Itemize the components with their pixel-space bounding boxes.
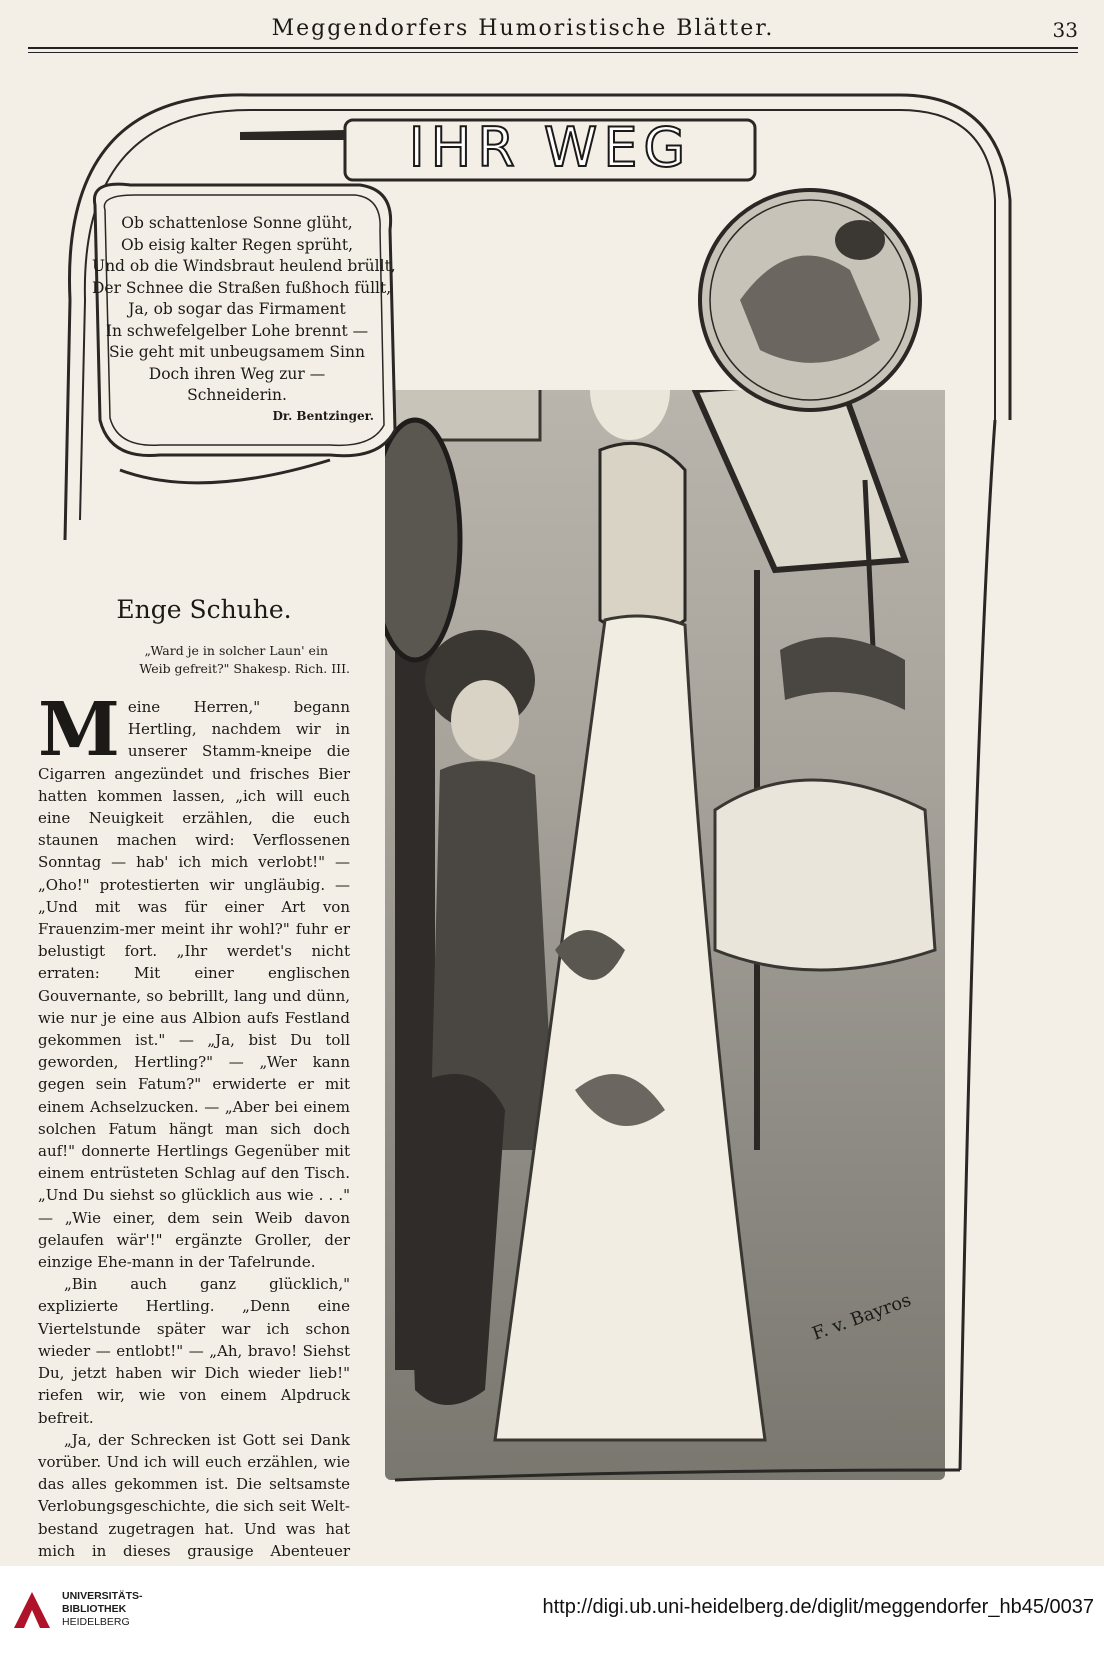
paragraph [38, 687, 350, 1273]
library-name-line: UNIVERSITÄTS- [62, 1590, 143, 1602]
poem-line: Doch ihren Weg zur — [148, 364, 326, 383]
university-library-logo-icon [10, 1588, 54, 1632]
permalink-url[interactable]: http://digi.ub.uni-heidelberg.de/diglit/meggendorfer_hb45/0037 [542, 1596, 1094, 1618]
poem-line: Schneiderin. [187, 386, 287, 404]
drop-capital: M [38, 687, 120, 773]
poem-line: Ob schattenlose Sonne glüht, [121, 214, 353, 232]
journal-title: Meggendorfers Humoristische Blätter. [271, 16, 775, 41]
paragraph: „Bin auch ganz glücklich," explizierte Hertling. „Denn eine Viertelstunde später war ich schon wieder — entlobt!" — „Ah, bravo! Siehst Du, jetzt haben wir Dich wieder lieb!" riefen wir, wie von einem Alpdruck befreit. [38, 1275, 350, 1427]
library-name [62, 1590, 143, 1629]
poem-line: Und ob die Windsbraut heulend brüllt, [92, 257, 396, 275]
article-body [38, 687, 350, 1584]
library-footer [0, 1566, 1104, 1653]
poem-line: Sie geht mit unbeugsamem Sinn [109, 343, 365, 361]
epigraph-line: Weib gefreit?" Shakesp. Rich. III. [139, 661, 350, 676]
poem-line: Ja, ob sogar das Firmament [128, 300, 346, 318]
page-number: 33 [1052, 18, 1078, 42]
poem-line: Ob eisig kalter Regen sprüht, [120, 235, 354, 254]
poem-line: Der Schnee die Straßen fußhoch füllt, [92, 278, 392, 297]
svg-text:F. v. Bayros: F. v. Bayros [809, 1289, 914, 1345]
library-name-line: HEIDELBERG [62, 1616, 130, 1628]
illustration-title: IHR WEG [408, 116, 692, 179]
article-column [38, 595, 350, 1603]
paragraph-text: eine Herren," begann Hertling, nachdem wir in unserer Stamm-kneipe die Cigarren angezündet und frisches Bier hatten kommen lassen, „ich will euch eine Neuigkeit erzählen, die euch staunen machen wird: Verflossenen Sonntag — hab' ich mich verlobt!" — „Oho!" protestierten wir ungläubig. — „Und mit was für einer Art von Frauenzim-mer meint ihr wohl?" fuhr er belustigt fort. „Ihr werdet's nicht erraten: Mit einer englischen Gouvernante, so bebrillt, lang und dünn, wie nur je eine aus Albion aufs Festland gekommen ist." — „Ja, bist Du toll geworden, Hertling?" — „Wer kann gegen sein Fatum?" erwiderte er mit einem Achselzucken. — „Aber bei einem solchen Fatum hängt man sich doch auf!" donnerte Hertlings Gegenüber mit einem entrüsteten Schlag auf den Tisch. „Und Du siehst so glücklich aus wie . . ." — „Wie einer, dem sein Weib davon gelaufen wär'!" ergänzte Groller, der einzige Ehe-mann in der Tafelrunde. [38, 698, 350, 1272]
poem-cartouche [92, 205, 396, 435]
paragraph: „Ja, der Schrecken ist Gott sei Dank vorüber. Und ich will euch erzählen, wie das alles gekommen ist. Die seltsamste Verlobungsgeschichte, die sich seit Welt-bestand zugetragen hat. Und was hat mich in dieses grausige Abenteuer [38, 1430, 350, 1560]
epigraph-line: „Ward je in solcher Laun' ein [144, 643, 328, 658]
epigraph [38, 642, 350, 678]
story-title: Enge Schuhe. [116, 595, 292, 624]
library-name-line: BIBLIOTHEK [62, 1603, 127, 1615]
poem-author: Dr. Bentzinger. [272, 408, 374, 423]
poem-line: In schwefelgelber Lohe brennt — [105, 321, 369, 340]
